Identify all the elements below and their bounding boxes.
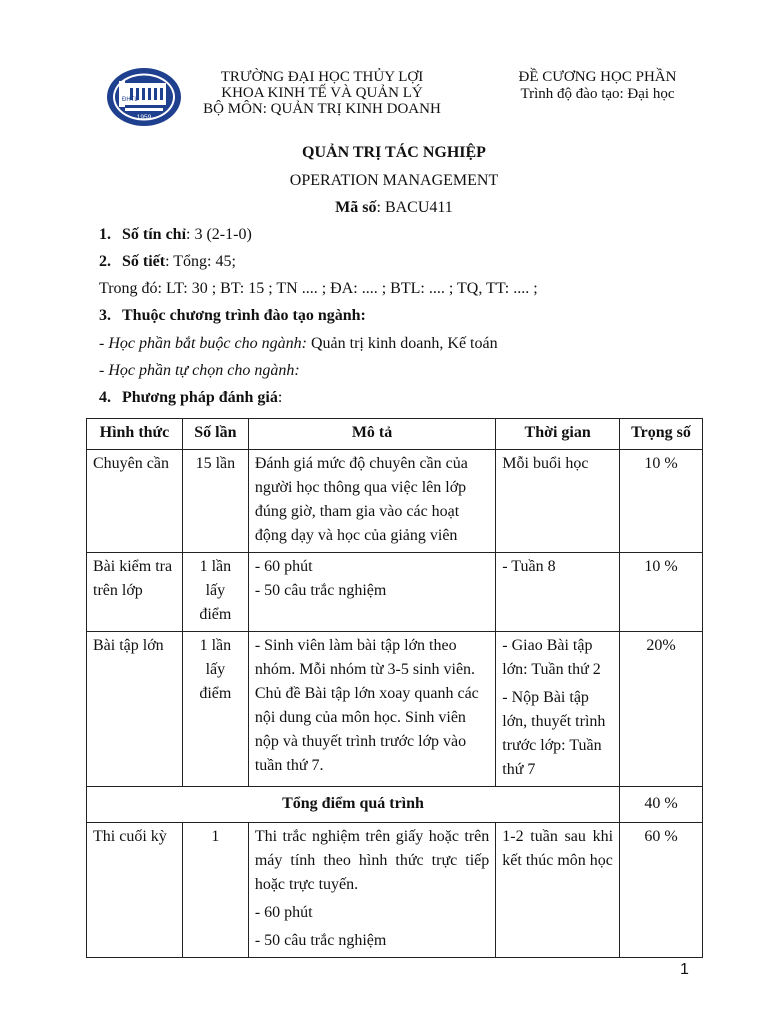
description-text: Thi trắc nghiệm trên giấy hoặc trên máy tính theo hình thức trực tiếp hoặc trực tuyến. bbox=[254, 828, 490, 893]
description-text: Đánh giá mức độ chuyên cần của người học thông qua việc lên lớp đúng giờ, tham gia vào các hoạt động dạy và học của giảng viên bbox=[254, 455, 468, 544]
description-cell bbox=[248, 450, 495, 553]
document-header bbox=[500, 69, 695, 103]
weight-cell: 10 % bbox=[620, 553, 703, 632]
elective-line bbox=[99, 362, 300, 380]
time-text: - Nộp Bài tập lớn, thuyết trình trước lớp: Tuần thứ 7 bbox=[502, 689, 606, 778]
time-cell bbox=[496, 823, 620, 958]
column-header: Mô tả bbox=[248, 419, 495, 450]
assessment-line bbox=[99, 389, 282, 407]
table-header-row bbox=[87, 419, 703, 450]
times-cell: 15 lần bbox=[182, 450, 248, 553]
assessment-label: Phương pháp đánh giá bbox=[122, 389, 278, 406]
course-code bbox=[0, 199, 768, 217]
form-cell: Thi cuối kỳ bbox=[87, 823, 183, 958]
required-line bbox=[99, 335, 498, 353]
column-header: Trọng số bbox=[620, 419, 703, 450]
hours-value: : Tổng: 45; bbox=[165, 253, 236, 270]
faculty-name: KHOA KINH TẾ VÀ QUẢN LÝ bbox=[221, 85, 423, 101]
program-line bbox=[99, 307, 366, 325]
description-cell bbox=[248, 823, 495, 958]
hours-line bbox=[99, 253, 236, 271]
assessment-table bbox=[86, 418, 703, 958]
logo-text: ĐHTL bbox=[122, 97, 138, 103]
column-header: Số lần bbox=[182, 419, 248, 450]
time-cell bbox=[496, 450, 620, 553]
weight-cell: 20% bbox=[620, 632, 703, 787]
time-text: - Tuần 8 bbox=[502, 558, 556, 575]
description-text: - 60 phút bbox=[254, 558, 313, 575]
table-row bbox=[87, 450, 703, 553]
credits-line bbox=[99, 226, 252, 244]
course-code-label: Mã số bbox=[335, 199, 377, 216]
university-logo bbox=[105, 66, 183, 128]
subtotal-weight: 40 % bbox=[620, 787, 703, 823]
university-name: TRƯỜNG ĐẠI HỌC THỦY LỢI bbox=[220, 69, 424, 85]
table-row bbox=[87, 823, 703, 958]
subtotal-row bbox=[87, 787, 703, 823]
times-cell: 1 lần lấy điểm bbox=[182, 632, 248, 787]
form-cell: Bài kiểm tra trên lớp bbox=[87, 553, 183, 632]
document-type: ĐỀ CƯƠNG HỌC PHẦN bbox=[518, 69, 677, 85]
required-label: - Học phần bắt buộc cho ngành: bbox=[99, 335, 307, 352]
logo-year: 1959 bbox=[136, 114, 152, 121]
column-header: Thời gian bbox=[496, 419, 620, 450]
assessment-suffix: : bbox=[277, 389, 283, 406]
credits-value: : 3 (2-1-0) bbox=[186, 226, 252, 243]
description-cell bbox=[248, 553, 495, 632]
subtotal-label: Tổng điểm quá trình bbox=[87, 787, 620, 823]
weight-cell: 10 % bbox=[620, 450, 703, 553]
program-label: Thuộc chương trình đào tạo ngành: bbox=[122, 307, 366, 324]
description-text: - 60 phút bbox=[254, 904, 313, 921]
item-number: 2. bbox=[99, 253, 111, 270]
time-cell bbox=[496, 632, 620, 787]
item-number: 4. bbox=[99, 389, 111, 406]
page-number: 1 bbox=[680, 961, 689, 978]
required-value: Quản trị kinh doanh, Kế toán bbox=[306, 335, 498, 352]
item-number: 1. bbox=[99, 226, 111, 243]
form-cell: Bài tập lớn bbox=[87, 632, 183, 787]
credits-label: Số tín chỉ bbox=[122, 226, 187, 243]
weight-cell: 60 % bbox=[620, 823, 703, 958]
time-text: 1-2 tuần sau khi kết thúc môn học bbox=[502, 828, 614, 869]
table-row bbox=[87, 632, 703, 787]
description-text: - 50 câu trắc nghiệm bbox=[254, 932, 387, 949]
column-header: Hình thức bbox=[87, 419, 183, 450]
times-cell: 1 bbox=[182, 823, 248, 958]
hours-breakdown: Trong đó: LT: 30 ; BT: 15 ; TN .... ; ĐA: .... ; BTL: .... ; TQ, TT: .... ; bbox=[99, 280, 538, 297]
description-text: - Sinh viên làm bài tập lớn theo nhóm. Mỗi nhóm từ 3-5 sinh viên. Chủ đề Bài tập lớn xoay quanh các nội dung của môn học. Sinh viên nộp và thuyết trình trước lớp vào tuần thứ 7. bbox=[254, 637, 479, 774]
form-cell: Chuyên cần bbox=[87, 450, 183, 553]
hours-label: Số tiết bbox=[122, 253, 166, 270]
time-text: - Giao Bài tập lớn: Tuần thứ 2 bbox=[502, 637, 601, 678]
training-level: Trình độ đào tạo: Đại học bbox=[520, 86, 675, 102]
description-text: - 50 câu trắc nghiệm bbox=[254, 582, 387, 599]
course-title-en: OPERATION MANAGEMENT bbox=[289, 172, 499, 189]
times-cell: 1 lần lấy điểm bbox=[182, 553, 248, 632]
department-name: BỘ MÔN: QUẢN TRỊ KINH DOANH bbox=[203, 101, 441, 117]
description-cell bbox=[248, 632, 495, 787]
item-number: 3. bbox=[99, 307, 111, 324]
elective-label: - Học phần tự chọn cho ngành: bbox=[99, 362, 300, 379]
table-row bbox=[87, 553, 703, 632]
institution-header bbox=[192, 69, 452, 117]
course-code-value: : BACU411 bbox=[376, 199, 453, 216]
time-text: Mỗi buổi học bbox=[502, 455, 589, 472]
time-cell bbox=[496, 553, 620, 632]
course-title-vi: QUẢN TRỊ TÁC NGHIỆP bbox=[302, 144, 486, 161]
